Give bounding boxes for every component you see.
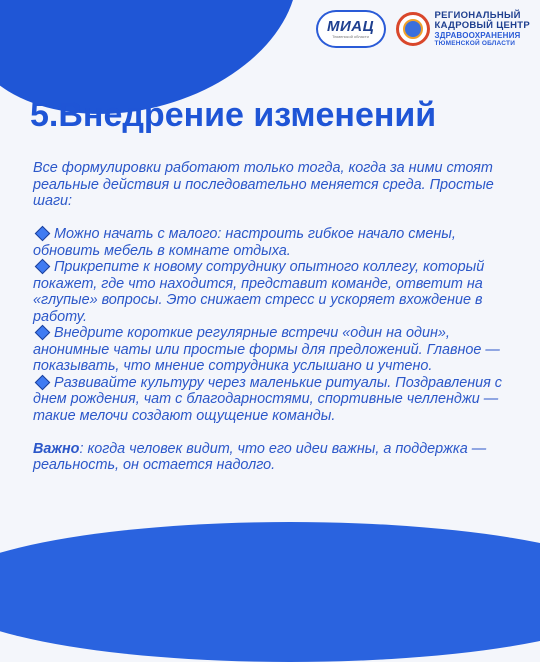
regional-center-name: РЕГИОНАЛЬНЫЙ КАДРОВЫЙ ЦЕНТР ЗДРАВООХРАНЕНИЯ ТЮМЕНСКОЙ ОБЛАСТИ xyxy=(434,10,530,47)
step-item: Прикрепите к новому сотруднику опытного коллегу, который покажет, где что находится, представит команде, ответит на «глупые» вопросы. Это снижает стресс и ускоряет вхождение в работу. xyxy=(33,259,485,325)
regional-center-logo xyxy=(396,11,530,47)
blue-diamond-icon xyxy=(35,325,51,341)
miac-logo xyxy=(316,10,386,48)
intro-paragraph: Все формулировки работают только тогда, когда за ними стоят реальные действия и последовательно меняется среда. Простые шаги: xyxy=(33,160,494,209)
step-item: Внедрите короткие регулярные встречи «один на один», анонимные чаты или простые формы для предложений. Главное — показывать, что мнение сотрудника услышано и учтено. xyxy=(33,325,500,374)
blue-diamond-icon xyxy=(35,226,51,242)
decorative-bottom-wave xyxy=(0,522,540,662)
page-title: 5.Внедрение изменений xyxy=(30,96,437,134)
step-item: Развивайте культуру через маленькие ритуалы. Поздравления с днем рождения, чат с благодарностями, спортивные челленджи — такие мелочи создают ощущение команды. xyxy=(33,374,503,424)
blue-diamond-icon xyxy=(35,259,51,275)
important-text: : когда человек видит, что его идеи важны, а поддержка — реальность, он остается надолго. xyxy=(33,440,487,473)
miac-logo-text: МИАЦ xyxy=(326,18,375,35)
blue-diamond-icon xyxy=(35,374,51,390)
miac-logo-subtitle: Тюменской области xyxy=(332,34,369,39)
regional-center-emblem-icon xyxy=(396,12,430,46)
important-note xyxy=(33,441,523,474)
important-label: Важно xyxy=(33,440,80,457)
header-logos xyxy=(316,10,530,48)
main-content xyxy=(33,160,523,474)
step-item: Можно начать с малого: настроить гибкое начало смены, обновить мебель в комнате отдыха. xyxy=(33,226,456,259)
